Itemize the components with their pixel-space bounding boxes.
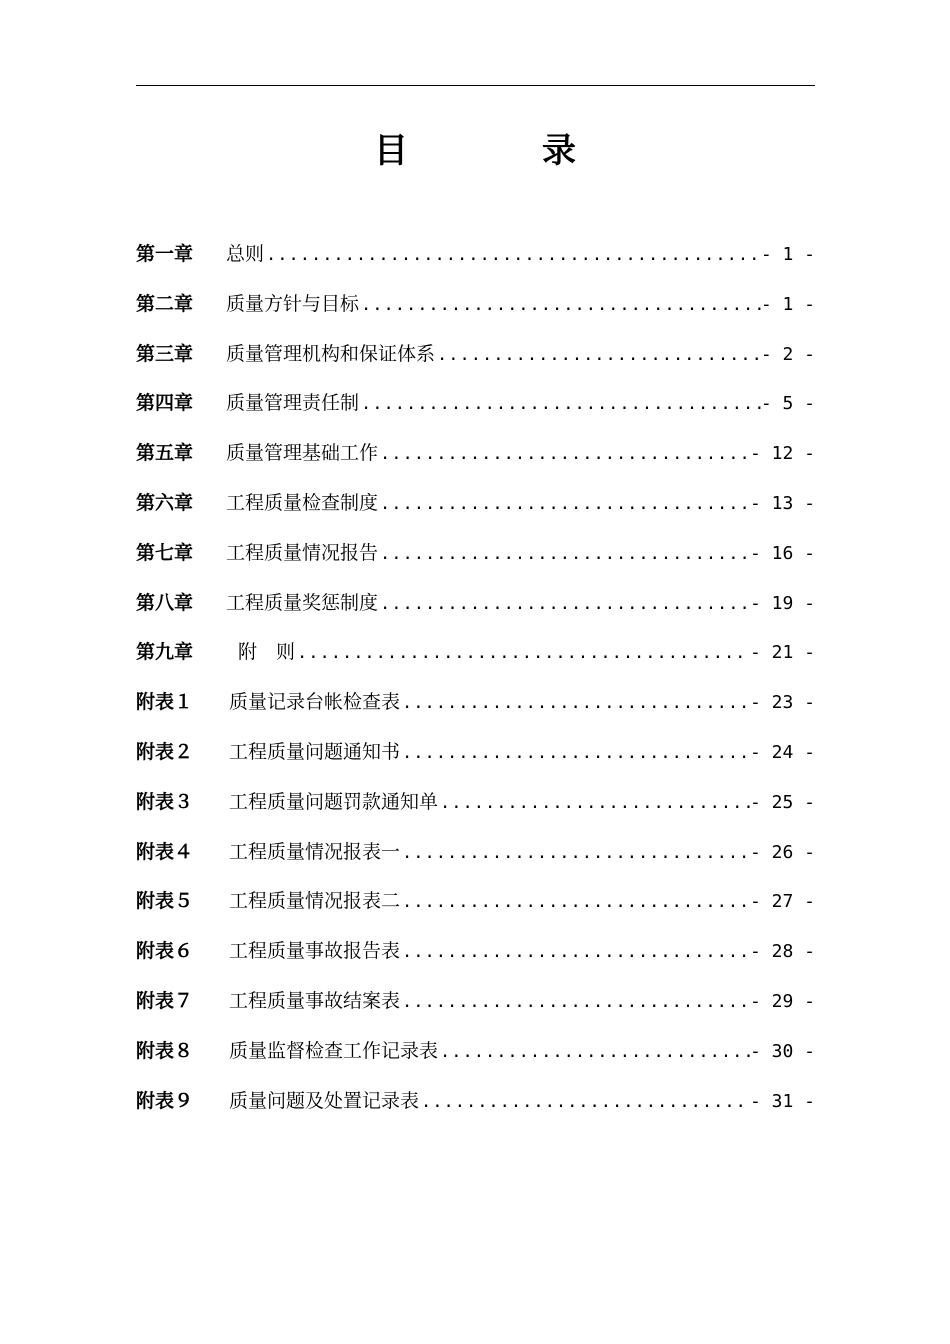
toc-entry-page: - 29 - (749, 990, 815, 1012)
toc-entry-title: 工程质量检查制度 (226, 491, 379, 514)
toc-entry-number: 附表８ (136, 1039, 194, 1062)
toc-entry-page: - 31 - (749, 1090, 815, 1112)
toc-leader-dots (264, 231, 761, 281)
toc-entry-page: - 5 - (760, 393, 815, 415)
toc-entry-title: 工程质量事故结案表 (229, 989, 401, 1012)
toc-entry-title: 工程质量问题罚款通知单 (229, 790, 439, 813)
toc-entry-title: 工程质量事故报告表 (229, 940, 401, 963)
toc-entry-title: 质量监督检查工作记录表 (229, 1039, 439, 1062)
toc-entry[interactable] (136, 927, 815, 977)
toc-entry-number: 第一章 (136, 243, 194, 265)
toc-entry-page: - 27 - (749, 891, 815, 913)
toc-title: 目 录 (374, 131, 626, 171)
toc-leader-dots (378, 480, 750, 530)
toc-entry-number: 附表５ (136, 890, 194, 913)
toc-entry-page: - 25 - (749, 791, 815, 813)
toc-entry[interactable] (136, 877, 815, 927)
toc-entry-title: 工程质量情况报表二 (229, 890, 401, 913)
toc-entry-page: - 1 - (760, 244, 815, 265)
toc-leader-dots (400, 679, 750, 729)
toc-entry-number: 第九章 (136, 641, 194, 664)
toc-entry-number: 附表４ (136, 840, 194, 863)
toc-entry[interactable] (136, 778, 815, 828)
toc-entry-title: 质量记录台帐检查表 (229, 691, 401, 714)
header-rule (136, 85, 815, 86)
toc-entry-page: - 1 - (760, 293, 815, 315)
toc-list (136, 230, 815, 1126)
toc-entry-title: 工程质量情况报表一 (229, 840, 401, 863)
toc-entry-number: 第三章 (136, 342, 194, 365)
toc-entry[interactable] (136, 728, 815, 778)
toc-entry-title: 总则 (226, 243, 265, 265)
toc-entry-title: 工程质量问题通知书 (229, 740, 401, 763)
toc-leader-dots (400, 829, 750, 879)
toc-entry-number: 第六章 (136, 491, 194, 514)
toc-entry-number: 附表７ (136, 989, 194, 1012)
toc-entry[interactable] (136, 280, 815, 330)
toc-entry-title: 质量管理责任制 (226, 392, 360, 415)
toc-leader-dots (400, 928, 750, 978)
toc-entry[interactable] (136, 330, 815, 380)
toc-entry-title: 质量管理基础工作 (226, 442, 379, 465)
toc-entry-number: 第八章 (136, 591, 194, 614)
toc-entry-title: 附 则 (238, 641, 296, 664)
toc-entry[interactable] (136, 579, 815, 629)
toc-entry[interactable] (136, 479, 815, 529)
toc-entry[interactable] (136, 828, 815, 878)
toc-entry-number: 附表９ (136, 1089, 194, 1112)
toc-entry-title: 工程质量奖惩制度 (226, 591, 379, 614)
toc-entry[interactable] (136, 379, 815, 429)
toc-entry-number: 附表１ (136, 691, 194, 714)
toc-entry-page: - 30 - (749, 1040, 815, 1062)
toc-leader-dots (295, 629, 750, 679)
toc-entry-page: - 24 - (749, 741, 815, 763)
toc-leader-dots (400, 978, 750, 1028)
toc-leader-dots (378, 530, 750, 580)
toc-entry-number: 附表２ (136, 740, 194, 763)
toc-entry-number: 第四章 (136, 392, 194, 415)
toc-entry[interactable] (136, 230, 815, 280)
toc-entry-title: 质量管理机构和保证体系 (226, 342, 436, 365)
toc-leader-dots (438, 779, 750, 829)
toc-entry-page: - 26 - (749, 841, 815, 863)
toc-entry-page: - 19 - (749, 592, 815, 614)
toc-leader-dots (435, 331, 761, 381)
toc-entry-number: 第二章 (136, 292, 194, 315)
toc-entry[interactable] (136, 628, 815, 678)
toc-leader-dots (438, 1028, 750, 1078)
toc-entry-page: - 13 - (749, 492, 815, 514)
toc-entry-page: - 12 - (749, 443, 815, 465)
toc-leader-dots (419, 1078, 750, 1128)
toc-entry[interactable] (136, 977, 815, 1027)
toc-entry[interactable] (136, 429, 815, 479)
toc-entry-title: 工程质量情况报告 (226, 541, 379, 564)
toc-entry-page: - 28 - (749, 941, 815, 963)
toc-leader-dots (378, 580, 750, 630)
toc-entry-page: - 21 - (749, 642, 815, 664)
toc-entry[interactable] (136, 529, 815, 579)
toc-entry-title: 质量问题及处置记录表 (229, 1089, 420, 1112)
toc-entry-page: - 23 - (749, 692, 815, 714)
toc-entry-page: - 16 - (749, 542, 815, 564)
toc-entry[interactable] (136, 1027, 815, 1077)
toc-leader-dots (378, 430, 750, 480)
toc-leader-dots (359, 281, 761, 331)
toc-entry-number: 附表３ (136, 790, 194, 813)
toc-entry-number: 附表６ (136, 940, 194, 963)
toc-leader-dots (359, 380, 761, 430)
toc-entry-number: 第七章 (136, 541, 194, 564)
toc-entry[interactable] (136, 1077, 815, 1127)
toc-leader-dots (400, 729, 750, 779)
toc-entry-title: 质量方针与目标 (226, 292, 360, 315)
toc-entry[interactable] (136, 678, 815, 728)
toc-entry-page: - 2 - (760, 343, 815, 365)
toc-leader-dots (400, 878, 750, 928)
toc-entry-number: 第五章 (136, 442, 194, 465)
